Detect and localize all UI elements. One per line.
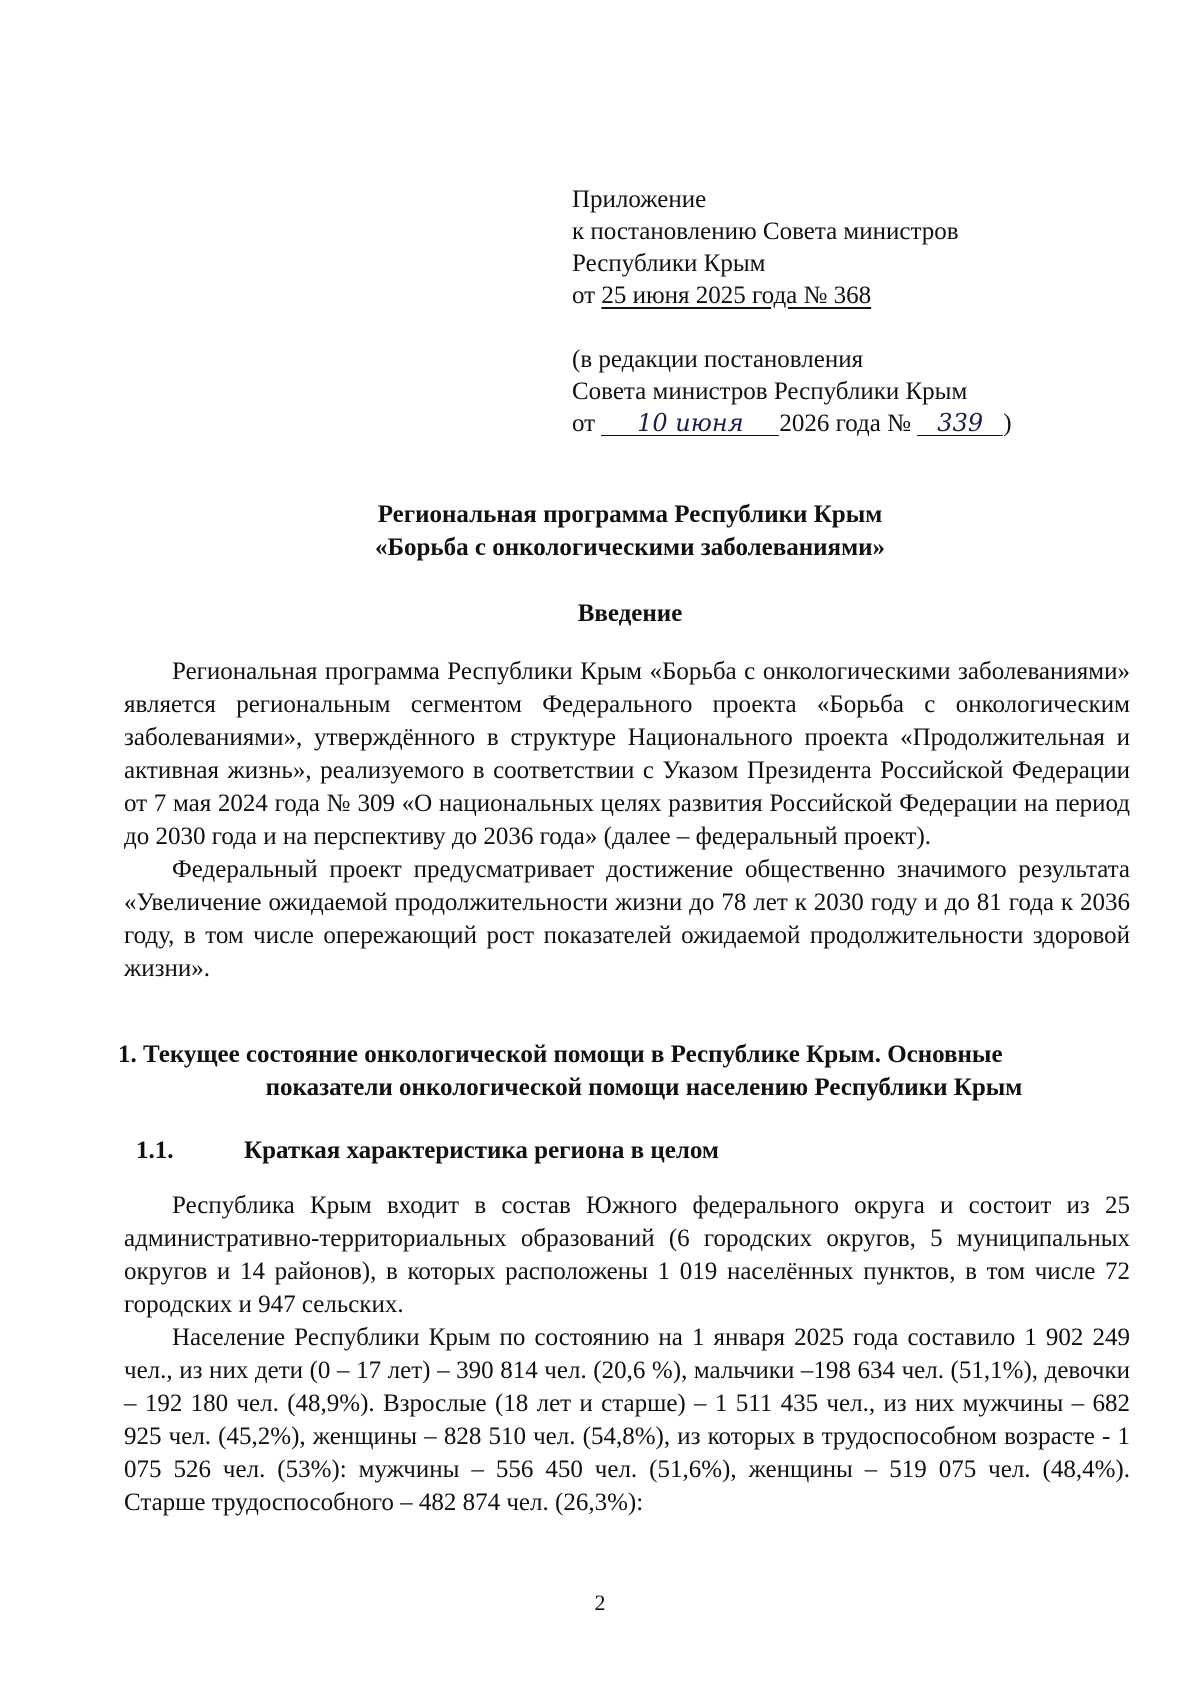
annex-date-number: 25 июня 2025 года № 368: [601, 282, 872, 309]
section-1-1-number: 1.1.: [136, 1137, 174, 1164]
program-title-line2: «Борьба с онкологическими заболеваниями»: [374, 534, 886, 561]
intro-paragraph-2: Федеральный проект предусматривает достижение общественно значимого результата «Увеличение ожидаемой продолжительности жизни до 78 лет к 2030 году и до 81 года к 2036 году, в том числе опережающий рост показателей ожидаемой продолжительности здоровой жизни».: [124, 856, 1130, 982]
section-1-1-paragraph-1: Республика Крым входит в состав Южного федерального округа и состоит из 25 административно-территориальных образований (6 городских округов, 5 муниципальных округов и 14 районов), в которых расположены 1 019 населённых пунктов, в том числе 72 городских и 947 сельских.: [124, 1192, 1130, 1318]
annex-date-prefix: от: [572, 282, 596, 309]
section-1-1-text: [124, 1189, 1130, 1519]
revision-date-prefix: от: [572, 410, 596, 437]
page-number: 2: [594, 1590, 606, 1615]
intro-heading: Введение: [577, 600, 683, 627]
revision-council: Совета министров Республики Крым: [572, 378, 968, 405]
handwritten-number: 339: [917, 411, 1003, 436]
section-1-heading-line1: 1. Текущее состояние онкологической помощи в Республике Крым. Основные: [118, 1041, 1003, 1068]
program-title-line1: Региональная программа Республики Крым: [377, 501, 883, 528]
annex-republic: Республики Крым: [572, 250, 766, 277]
program-title: [130, 498, 1130, 564]
revision-year: 2026 года №: [779, 410, 911, 437]
section-1-1-heading: [136, 1134, 719, 1167]
annex-title: Приложение: [572, 186, 707, 213]
intro-paragraph-1: Региональная программа Республики Крым «Борьба с онкологическими заболеваниями» является региональным сегментом Федерального проекта «Борьба с онкологическим заболеваниями», утверждённого в структуре Национального проекта «Продолжительная и активная жизнь», реализуемого в соответствии с Указом Президента Российской Федерации от 7 мая 2024 года № 309 «О национальных целях развития Российской Федерации на период до 2030 года и на перспективу до 2036 года» (далее – федеральный проект).: [124, 658, 1130, 850]
revision-note: (в редакции постановления: [572, 346, 864, 373]
annex-block: [572, 184, 1132, 440]
annex-date-line: [572, 280, 1132, 312]
handwritten-date: 10 июня: [601, 411, 779, 436]
annex-resolution: к постановлению Совета министров: [572, 218, 959, 245]
section-1-1-title: Краткая характеристика региона в целом: [244, 1137, 719, 1164]
revision-date-line: [572, 408, 1132, 440]
revision-close: ): [1003, 410, 1012, 437]
intro-text: [124, 655, 1130, 985]
section-1-1-paragraph-2: Население Республики Крым по состоянию на 1 января 2025 года составило 1 902 249 чел., из них дети (0 – 17 лет) – 390 814 чел. (20,6 %), мальчики –198 634 чел. (51,1%), девочки – 192 180 чел. (48,9%). Взрослые (18 лет и старше) – 1 511 435 чел., из них мужчины – 682 925 чел. (45,2%), женщины – 828 510 чел. (54,8%), из которых в трудоспособном возрасте - 1 075 526 чел. (53%): мужчины – 556 450 чел. (51,6%), женщины – 519 075 чел. (48,4%). Старше трудоспособного – 482 874 чел. (26,3%):: [124, 1324, 1130, 1516]
section-1-heading-line2: показатели онкологической помощи населению Республики Крым: [265, 1074, 1023, 1101]
section-1-heading: [118, 1038, 1130, 1104]
